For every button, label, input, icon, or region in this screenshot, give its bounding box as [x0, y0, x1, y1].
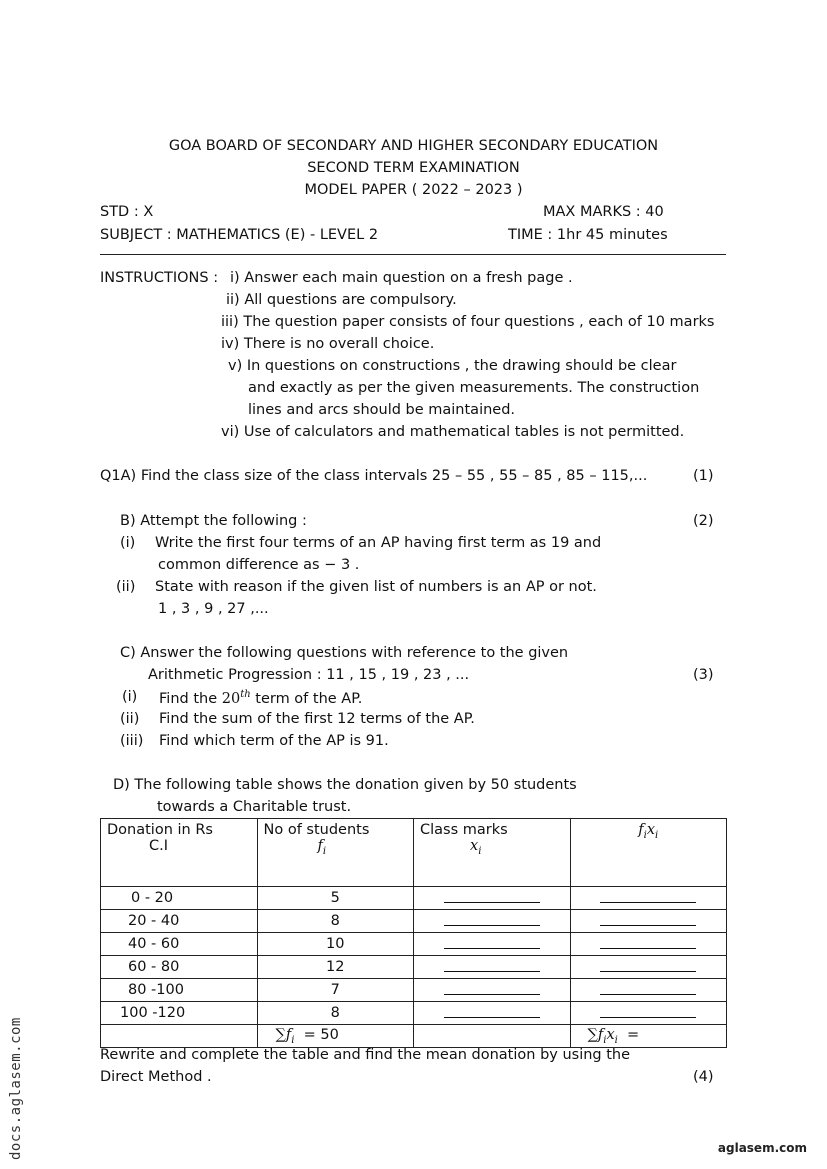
q1c-ii-text: Find the sum of the first 12 terms of the AP. [159, 711, 475, 727]
table-total-row [101, 1025, 727, 1048]
row-f: 10 [257, 933, 414, 956]
row-blank-x [414, 910, 571, 933]
row-f: 8 [257, 1002, 414, 1025]
header-ci-label: C.I [149, 838, 169, 854]
header-xi: $x_i$ [470, 838, 482, 857]
header-students [257, 819, 414, 887]
q1b-ii-text-2: 1 , 3 , 9 , 27 ,... [158, 601, 269, 617]
header-donation-label: Donation in Rs [107, 822, 213, 838]
q1b-heading: B) Attempt the following : [120, 513, 307, 529]
q1c-i-pre: Find the [159, 690, 222, 707]
row-blank-x [414, 887, 571, 910]
q1c-heading: C) Answer the following questions with reference to the given [120, 645, 569, 661]
instruction-item: iv) There is no overall choice. [221, 336, 435, 352]
footer-watermark: aglasem.com [717, 1141, 807, 1155]
q1d-after-2: Direct Method . [100, 1069, 212, 1085]
sum-fx-cell: $\sum f_ix_i$ = [570, 1025, 727, 1048]
total-empty [101, 1025, 258, 1048]
row-blank-fx [570, 956, 727, 979]
instruction-item: lines and arcs should be maintained. [248, 402, 516, 418]
row-ci: 80 -100 [101, 979, 258, 1002]
donation-table [100, 818, 727, 1048]
board-title: GOA BOARD OF SECONDARY AND HIGHER SECONDARY EDUCATION [168, 138, 659, 154]
instruction-item: i) Answer each main question on a fresh page . [230, 270, 573, 286]
q1c-ap: Arithmetic Progression : 11 , 15 , 19 , 23 , ... [148, 667, 470, 683]
row-blank-x [414, 933, 571, 956]
q1b-i-number: (i) [120, 535, 136, 551]
header-students-label: No of students [263, 822, 370, 838]
q1c-iii-text: Find which term of the AP is 91. [159, 733, 389, 749]
row-blank-x [414, 1002, 571, 1025]
instruction-item: ii) All questions are compulsory. [226, 292, 457, 308]
header-divider [100, 254, 726, 255]
paper-title: MODEL PAPER ( 2022 – 2023 ) [304, 182, 523, 198]
q1b-i-text-2: common difference as − 3 . [158, 557, 360, 573]
instruction-item: vi) Use of calculators and mathematical tables is not permitted. [221, 424, 685, 440]
q1d-heading-2: towards a Charitable trust. [157, 799, 352, 815]
side-watermark: docs.aglasem.com [8, 1017, 24, 1160]
table-header-row [101, 819, 727, 887]
q1d-marks: (4) [693, 1069, 714, 1085]
table-row [101, 979, 727, 1002]
exam-title: SECOND TERM EXAMINATION [307, 160, 520, 176]
q1c-ii-number: (ii) [120, 711, 140, 727]
row-blank-fx [570, 1002, 727, 1025]
sum-fx-value: = [627, 1026, 640, 1043]
header-class-marks-label: Class marks [420, 822, 508, 838]
instruction-item: iii) The question paper consists of four questions , each of 10 marks [221, 314, 715, 330]
table-row [101, 887, 727, 910]
row-ci: 0 - 20 [101, 887, 258, 910]
max-marks: MAX MARKS : 40 [543, 204, 664, 220]
q1a-text: Q1A) Find the class size of the class intervals 25 – 55 , 55 – 85 , 85 – 115,... [100, 468, 648, 484]
q1c-i-text [159, 689, 362, 707]
table-row [101, 933, 727, 956]
table-row [101, 1002, 727, 1025]
q1b-ii-text: State with reason if the given list of numbers is an AP or not. [155, 579, 597, 595]
q1c-i-number: (i) [122, 689, 138, 705]
row-f: 5 [257, 887, 414, 910]
time-label: TIME : 1hr 45 minutes [508, 227, 668, 243]
instruction-item: v) In questions on constructions , the drawing should be clear [228, 358, 677, 374]
q1c-i-post: term of the AP. [250, 690, 363, 707]
q1c-iii-number: (iii) [120, 733, 144, 749]
total-empty-2 [414, 1025, 571, 1048]
row-blank-fx [570, 910, 727, 933]
row-f: 7 [257, 979, 414, 1002]
row-blank-fx [570, 933, 727, 956]
q1d-after-1: Rewrite and complete the table and find the mean donation by using the [100, 1047, 631, 1063]
row-blank-fx [570, 887, 727, 910]
q1c-i-sup: th [240, 689, 251, 700]
q1d-heading: D) The following table shows the donation given by 50 students [113, 777, 577, 793]
q1b-marks: (2) [693, 513, 714, 529]
header-fixi: $f_ix_i$ [570, 819, 727, 887]
std-label: STD : X [100, 204, 154, 220]
header-donation [101, 819, 258, 887]
row-ci: 20 - 40 [101, 910, 258, 933]
q1a-marks: (1) [693, 468, 714, 484]
table-row [101, 956, 727, 979]
header-fi: $f_i$ [317, 838, 327, 857]
instruction-item: and exactly as per the given measurements. The construction [248, 380, 700, 396]
table-row [101, 910, 727, 933]
row-blank-fx [570, 979, 727, 1002]
header-class-marks [414, 819, 571, 887]
row-ci: 40 - 60 [101, 933, 258, 956]
row-f: 12 [257, 956, 414, 979]
q1c-marks: (3) [693, 667, 714, 683]
q1b-i-text: Write the first four terms of an AP having first term as 19 and [155, 535, 602, 551]
q1b-ii-number: (ii) [116, 579, 136, 595]
row-blank-x [414, 979, 571, 1002]
instructions-label: INSTRUCTIONS : [100, 270, 219, 286]
row-ci: 100 -120 [101, 1002, 258, 1025]
subject-label: SUBJECT : MATHEMATICS (E) - LEVEL 2 [100, 227, 379, 243]
sum-f-cell: $\sum f_i = 50$ [257, 1025, 414, 1048]
row-ci: 60 - 80 [101, 956, 258, 979]
row-blank-x [414, 956, 571, 979]
sum-f-value: = 50 [303, 1026, 339, 1043]
q1c-i-math: 20 [221, 690, 241, 707]
row-f: 8 [257, 910, 414, 933]
